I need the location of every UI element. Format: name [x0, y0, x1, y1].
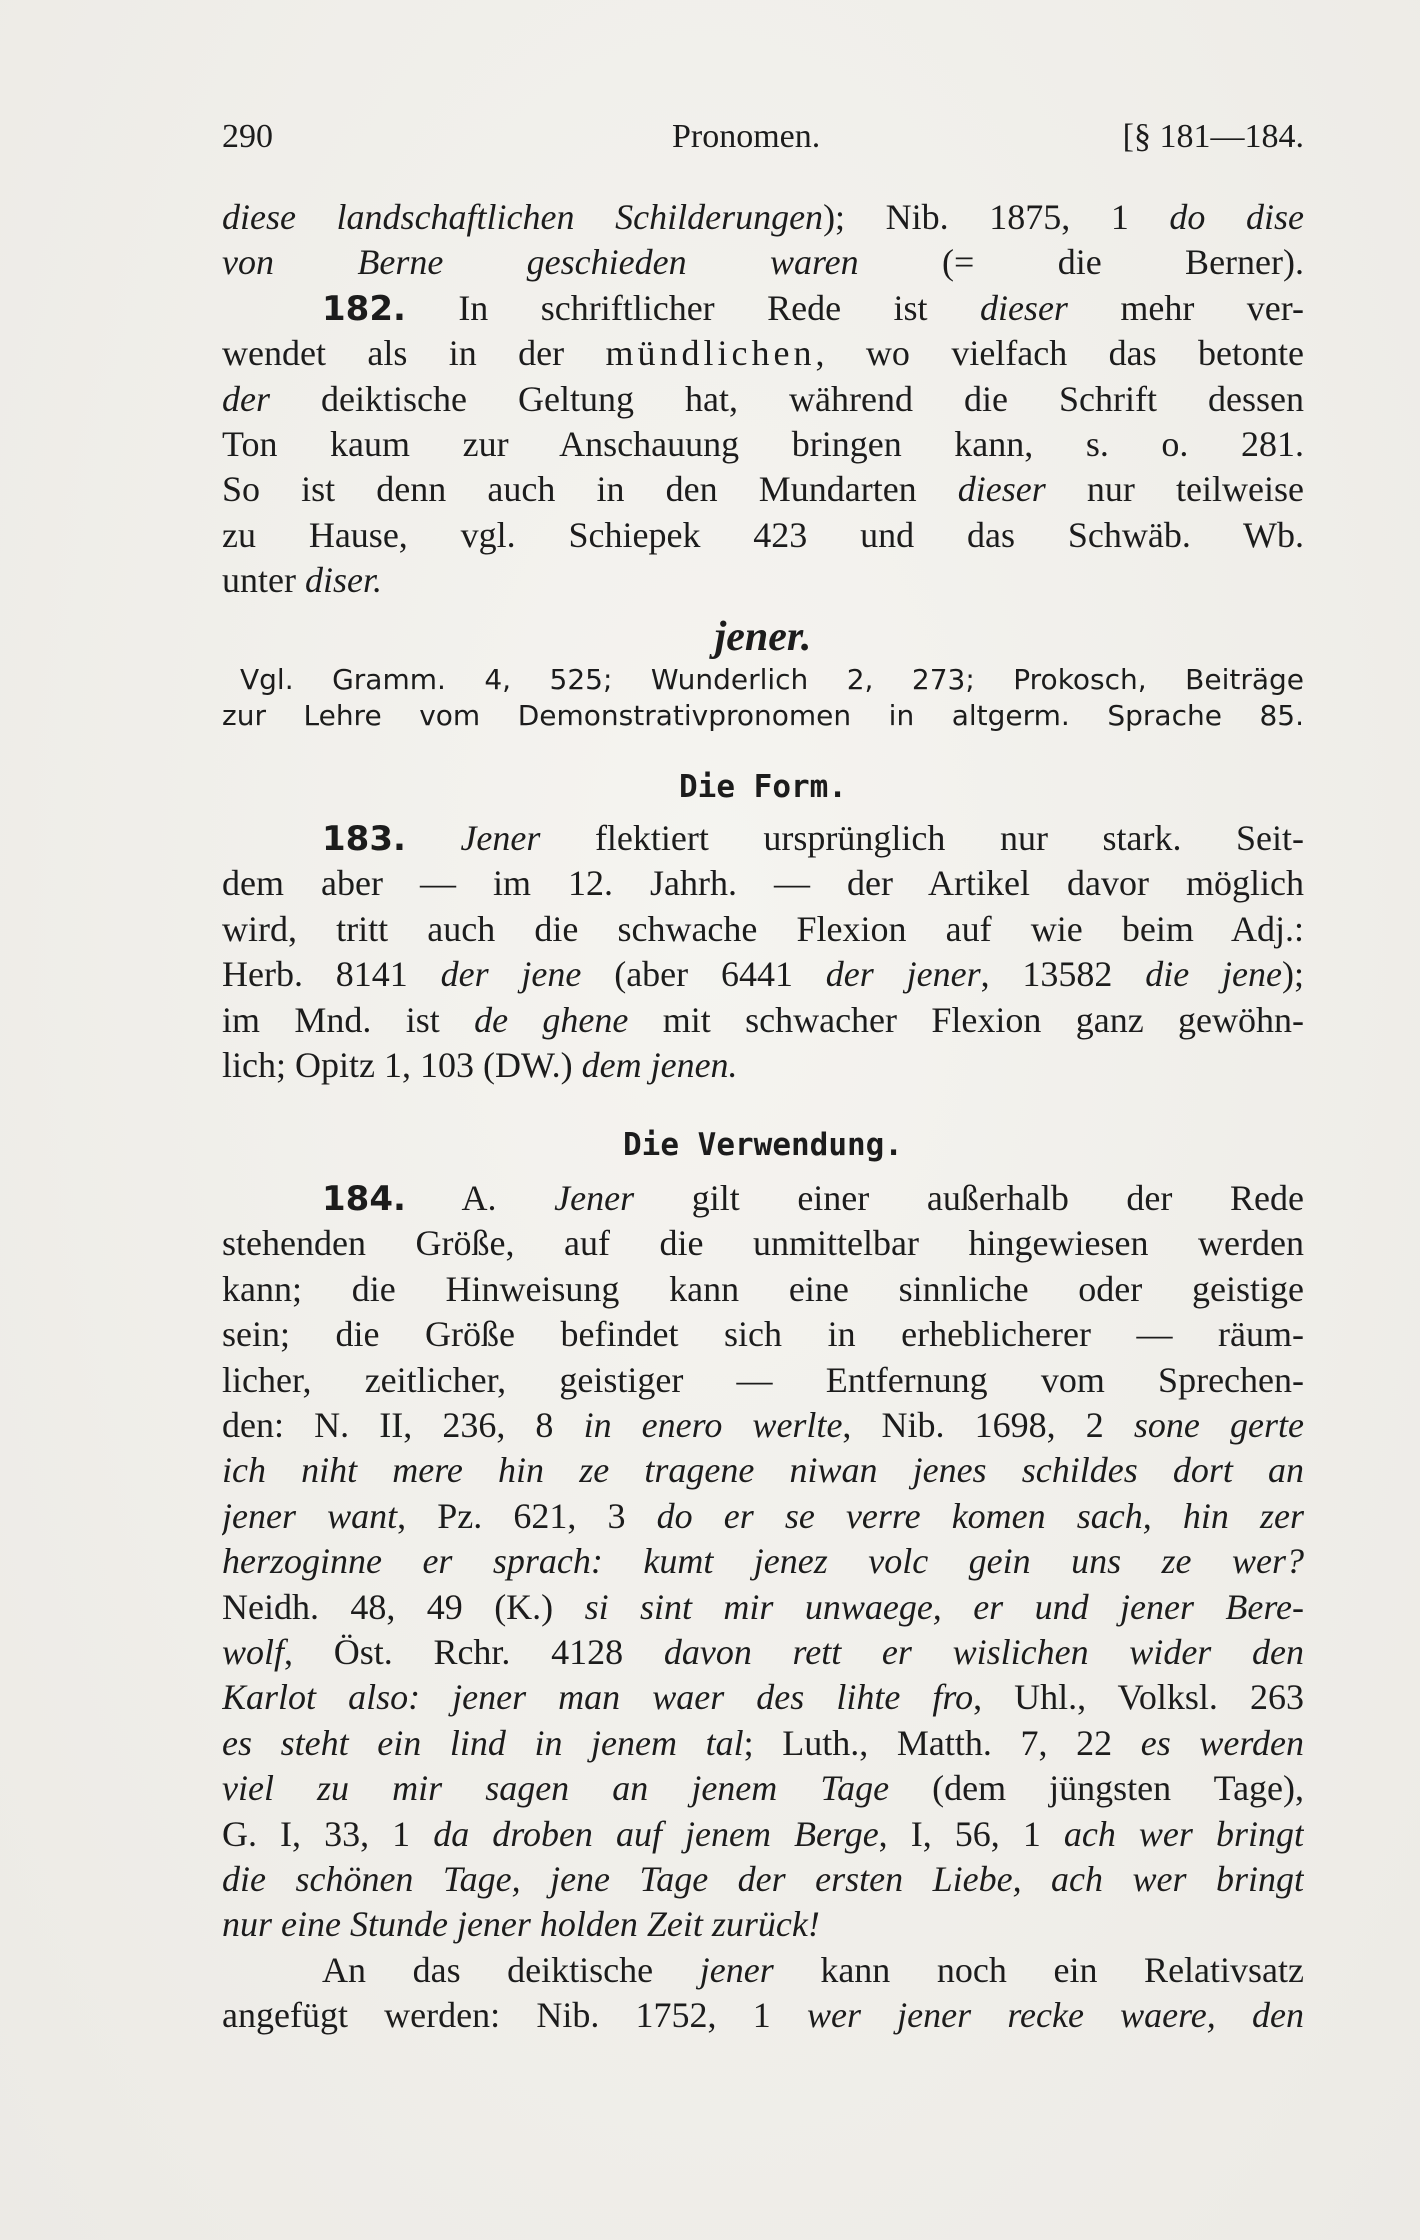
reference-line-1: Vgl. Gramm. 4, 525; Wunderlich 2, 273; Prokosch, Beiträge — [240, 663, 1304, 696]
text-run: diese landschaftlichen Schilderungen — [222, 197, 824, 237]
text-run: in enero werlte — [583, 1405, 843, 1445]
text-run: (aber 6441 — [581, 954, 826, 994]
text-line — [222, 906, 1304, 952]
text-line — [222, 1402, 1304, 1448]
text-line — [222, 1538, 1304, 1584]
text-run: licher, zeitlicher, geistiger — Entfernung vom Sprechen- — [222, 1360, 1304, 1400]
text-run: flektiert ursprünglich nur stark. Seit- — [540, 818, 1304, 858]
text-run: mündlichen — [605, 333, 816, 373]
text-run: der jene — [440, 954, 582, 994]
text-line — [322, 1175, 1304, 1221]
text-run: G. I, 33, 1 — [222, 1814, 434, 1854]
text-run: 183. — [322, 819, 406, 859]
text-run: do er se verre komen sach, hin zer — [656, 1496, 1304, 1536]
text-line — [222, 1720, 1304, 1766]
text-run: dem aber — im 12. Jahrh. — der Artikel davor möglich — [222, 863, 1304, 903]
text-run: unter — [222, 560, 305, 600]
section-range: [§ 181—184. — [1122, 118, 1304, 155]
text-run: wer jener recke waere, den — [806, 1995, 1304, 2035]
text-run: es werden — [1140, 1723, 1304, 1763]
text-run: dem jenen. — [581, 1045, 738, 1085]
text-line — [222, 194, 1304, 240]
text-run: ; Luth., Matth. 7, 22 — [743, 1723, 1141, 1763]
text-line — [222, 1584, 1304, 1630]
text-line — [322, 1947, 1304, 1993]
text-line — [222, 1042, 1304, 1088]
text-line — [222, 376, 1304, 422]
text-run: kann; die Hinweisung kann eine sinnliche oder geistige — [222, 1269, 1304, 1309]
text-run: Karlot also: jener man waer des lihte fro — [222, 1677, 974, 1717]
text-run: es steht ein lind in jenem tal — [222, 1723, 744, 1763]
text-line — [222, 1220, 1304, 1266]
text-line — [222, 1629, 1304, 1675]
text-line — [222, 557, 1304, 603]
text-line — [222, 1811, 1304, 1857]
text-line — [222, 1674, 1304, 1720]
text-line — [322, 285, 1304, 331]
text-run: stehenden Größe, auf die unmittelbar hingewiesen werden — [222, 1223, 1304, 1263]
text-run: von Berne geschieden waren — [222, 242, 859, 282]
heading-die-verwendung: Die Verwendung. — [623, 1127, 903, 1163]
text-run: , Uhl., Volksl. 263 — [973, 1677, 1304, 1717]
text-run: sein; die Größe befindet sich in erheblicherer — räum- — [222, 1314, 1304, 1354]
text-run: sone gerte — [1133, 1405, 1304, 1445]
text-run: nur teilweise — [1045, 469, 1304, 509]
text-run: davon rett er wislichen wider den — [663, 1632, 1304, 1672]
text-run: Jener — [554, 1178, 635, 1218]
text-run: die jene — [1145, 954, 1282, 994]
text-line — [222, 997, 1304, 1043]
text-run: , Pz. 621, 3 — [397, 1496, 657, 1536]
text-run: viel zu mir sagen an jenem Tage — [222, 1768, 890, 1808]
text-run — [406, 818, 461, 858]
running-title: Pronomen. — [672, 118, 821, 155]
text-line — [222, 1765, 1304, 1811]
text-run: wendet als in der — [222, 333, 606, 373]
text-run: ); — [1282, 954, 1304, 994]
text-line — [222, 1357, 1304, 1403]
page-number: 290 — [222, 118, 273, 155]
text-line — [222, 330, 1304, 376]
text-run: den: N. II, 236, 8 — [222, 1405, 584, 1445]
text-run: mit schwacher Flexion ganz gewöhn- — [628, 1000, 1304, 1040]
text-line — [222, 1447, 1304, 1493]
text-run: dieser — [979, 288, 1068, 328]
text-line — [222, 421, 1304, 467]
text-line — [222, 1992, 1304, 2038]
text-run: deiktische Geltung hat, während die Schrift dessen — [270, 379, 1304, 419]
text-run: In schriftlicher Rede ist — [405, 288, 980, 328]
text-run: jener want — [222, 1496, 398, 1536]
running-header — [222, 118, 1304, 168]
text-run: Neidh. 48, 49 (K.) — [222, 1587, 585, 1627]
text-line — [222, 860, 1304, 906]
text-run: dieser — [957, 469, 1046, 509]
text-run: do dise — [1169, 197, 1304, 237]
text-run: Herb. 8141 — [222, 954, 441, 994]
text-run: angefügt werden: Nib. 1752, 1 — [222, 1995, 807, 2035]
text-run: jener — [699, 1950, 774, 1990]
text-line — [222, 951, 1304, 997]
text-run: zu Hause, vgl. Schiepek 423 und das Schwäb. Wb. — [222, 515, 1304, 555]
text-run: An das deiktische — [322, 1950, 700, 1990]
text-run: de ghene — [474, 1000, 629, 1040]
text-run: , 13582 — [980, 954, 1146, 994]
text-line — [222, 1856, 1304, 1902]
text-run: der jener — [825, 954, 981, 994]
text-run: 182. — [322, 289, 406, 329]
text-run: si sint mir unwaege, er und jener Bere- — [584, 1587, 1304, 1627]
text-run: mehr ver- — [1067, 288, 1304, 328]
text-run: gilt einer außerhalb der Rede — [634, 1178, 1304, 1218]
text-line — [222, 512, 1304, 558]
text-run: , Öst. Rchr. 4128 — [284, 1632, 664, 1672]
text-run: da droben auf jenem Berge — [433, 1814, 879, 1854]
text-line — [222, 1266, 1304, 1312]
heading-die-form: Die Form. — [679, 769, 847, 805]
text-run: kann noch ein Relativsatz — [773, 1950, 1304, 1990]
text-line — [222, 1493, 1304, 1539]
text-run: Ton kaum zur Anschauung bringen kann, s. o. 281. — [222, 424, 1304, 464]
text-run: lich; Opitz 1, 103 (DW.) — [222, 1045, 582, 1085]
text-run: (= die Berner). — [858, 242, 1304, 282]
text-run: ich niht mere hin ze tragene niwan jenes schildes dort an — [222, 1450, 1304, 1490]
text-line — [222, 1311, 1304, 1357]
text-line — [222, 1901, 1304, 1947]
text-run: ); Nib. 1875, 1 — [823, 197, 1170, 237]
text-run: im Mnd. ist — [222, 1000, 475, 1040]
text-run: , I, 56, 1 — [878, 1814, 1064, 1854]
text-run: herzoginne er sprach: kumt jenez volc gein uns ze wer? — [222, 1541, 1304, 1581]
text-run: (dem jüngsten Tage), — [889, 1768, 1304, 1808]
text-run: wolf — [222, 1632, 285, 1672]
text-run: , wo vielfach das betonte — [815, 333, 1304, 373]
text-run: die schönen Tage, jene Tage der ersten Liebe, ach wer bringt — [222, 1859, 1304, 1899]
text-line — [222, 239, 1304, 285]
text-run: ach wer bringt — [1063, 1814, 1304, 1854]
text-run: , Nib. 1698, 2 — [842, 1405, 1134, 1445]
text-run: Jener — [460, 818, 541, 858]
text-run: A. — [405, 1178, 555, 1218]
text-run: der — [222, 379, 270, 419]
heading-jener: jener. — [714, 614, 812, 660]
text-run: So ist denn auch in den Mundarten — [222, 469, 958, 509]
text-line — [322, 815, 1304, 861]
reference-line-2: zur Lehre vom Demonstrativpronomen in altgerm. Sprache 85. — [222, 699, 1304, 732]
text-run: nur eine Stunde jener holden Zeit zurück! — [222, 1904, 820, 1944]
text-run: diser. — [304, 560, 382, 600]
text-line — [222, 466, 1304, 512]
text-run: wird, tritt auch die schwache Flexion auf wie beim Adj.: — [222, 909, 1304, 949]
text-run: 184. — [322, 1179, 406, 1219]
